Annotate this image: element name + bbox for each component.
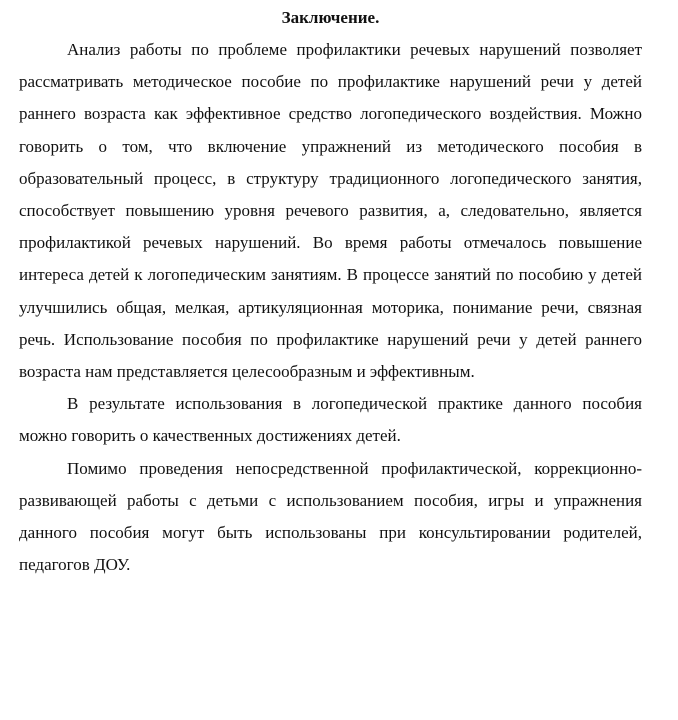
paragraph-analysis: Анализ работы по проблеме профилактики речевых нарушений позволяет рассматривать методическое пособие по профилактике нарушений речи у детей раннего возраста как эффективное средство логопедического воздействия. Можно говорить о том, что включение упражнений из методического пособия в образовательный процесс, в структуру традиционного логопедического занятия, способствует повышению уровня речевого развития, а, следовательно, является профилактикой речевых нарушений. Во время работы отмечалось повышение интереса детей к логопедическим занятиям. В процессе занятий по пособию у детей улучшились общая, мелкая, артикуляционная моторика, понимание речи, связная речь. Использование пособия по профилактике нарушений речи у детей раннего возраста нам представляется целесообразным и эффективным. [19, 40, 642, 382]
paragraph-results: В результате использования в логопедической практике данного пособия можно говорить о качественных достижениях детей. [19, 394, 642, 446]
document-title: Заключение. [281, 8, 380, 27]
paragraph-additional-use: Помимо проведения непосредственной профилактической, коррекционно-развивающей работы с детьми с использованием пособия, игры и упражнения данного пособия могут быть использованы при консультировании родителей, педагогов ДОУ. [19, 458, 642, 575]
document-page [19, 0, 642, 581]
